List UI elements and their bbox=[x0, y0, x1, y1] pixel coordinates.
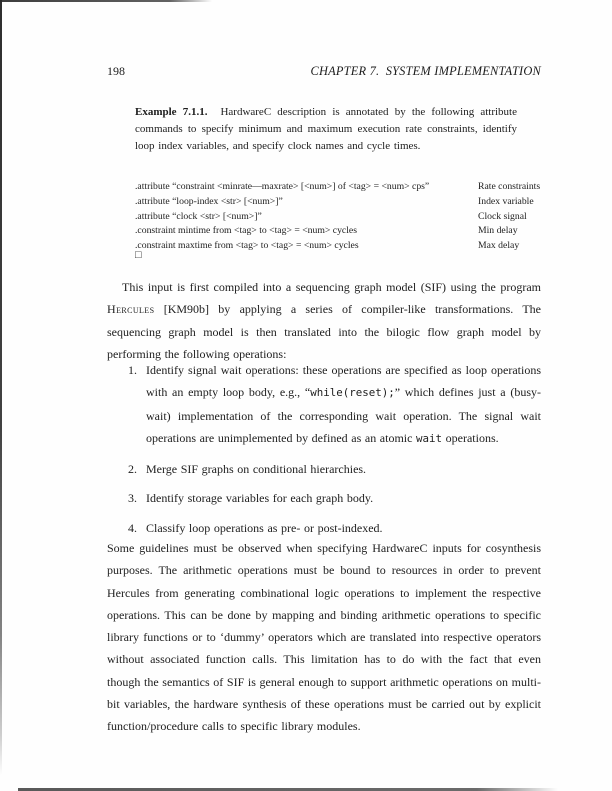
attribute-description: Max delay bbox=[478, 240, 520, 252]
example-body: HardwareC description is annotated by the following attribute commands to specify minimum and maximum execution rate constraints, identify loop index variables, and specify clock names and cycle times. bbox=[135, 106, 517, 152]
chapter-header: CHAPTER 7. SYSTEM IMPLEMENTATION bbox=[310, 64, 541, 78]
list-item-number: 2. bbox=[128, 461, 137, 476]
attribute-description: Rate constraints bbox=[478, 181, 541, 192]
attribute-description: Clock signal bbox=[478, 210, 527, 222]
end-of-example-icon: □ bbox=[135, 249, 142, 261]
scan-artifact-top-edge bbox=[0, 0, 212, 2]
paragraph-guidelines: Some guidelines must be observed when specifying HardwareC inputs for cosynthesis purposes. The arithmetic operations must be bound to resources in order to prevent Hercules from generating combinational logic operations to implement the respective operations. This can be done by mapping and binding arithmetic operations to specific library functions or to ‘dummy’ operators which are translated into respective operators without associated function calls. This limitation has to do with the fact that even though the semantics of SIF is general enough to support arithmetic operations on multi-bit variables, the hardware synthesis of these operations must be carried out by explicit function/procedure calls to specific library modules. bbox=[107, 541, 541, 734]
attribute-table bbox=[135, 180, 542, 254]
list-item bbox=[107, 359, 541, 450]
attribute-row bbox=[135, 239, 542, 254]
scan-artifact-left-edge bbox=[0, 0, 2, 775]
list-item-text: Identify signal wait operations: these operations are specified as loop operations with an empty loop body, e.g., “while(reset);” which defines just a (busy-wait) implementation of the corresponding wait operation. The signal wait operations are unimplemented by defined as an atomic wait operations. bbox=[146, 363, 541, 445]
list-item-text: Merge SIF graphs on conditional hierarchies. bbox=[146, 461, 367, 476]
attribute-description: Index variable bbox=[478, 195, 534, 207]
attribute-row bbox=[135, 195, 542, 210]
attribute-row bbox=[135, 224, 542, 239]
attribute-row bbox=[135, 180, 542, 195]
attribute-description: Min delay bbox=[478, 225, 518, 237]
list-item-number: 1. bbox=[128, 363, 137, 377]
operations-list bbox=[107, 359, 541, 547]
list-item bbox=[107, 487, 541, 509]
attribute-code: .attribute “clock <str> [<num>]” bbox=[135, 210, 262, 222]
list-item-number: 4. bbox=[128, 521, 137, 536]
running-head bbox=[107, 64, 541, 79]
example-block bbox=[135, 104, 517, 155]
list-item-text: Identify storage variables for each graph body. bbox=[146, 491, 374, 506]
paragraph-sif-compilation: This input is first compiled into a sequencing graph model (SIF) using the program Hercules [KM90b] by applying a series of compiler-like transformations. The sequencing graph model is then translated into the bilogic flow graph model by performing the following operations: bbox=[107, 280, 541, 361]
attribute-row bbox=[135, 210, 542, 225]
example-label: Example 7.1.1. bbox=[135, 106, 208, 118]
list-item-number: 3. bbox=[128, 491, 137, 506]
attribute-code: .attribute “loop-index <str> [<num>]” bbox=[135, 195, 283, 207]
attribute-code: .constraint mintime from <tag> to <tag> = <num> cycles bbox=[135, 225, 357, 237]
list-item-text: Classify loop operations as pre- or post-indexed. bbox=[146, 521, 383, 536]
page-number: 198 bbox=[107, 64, 125, 78]
attribute-code: .attribute “constraint <minrate—maxrate> [<num>] of <tag> = <num> cps” bbox=[135, 181, 430, 192]
list-item bbox=[107, 458, 541, 480]
attribute-code: .constraint maxtime from <tag> to <tag> = <num> cycles bbox=[135, 240, 359, 252]
